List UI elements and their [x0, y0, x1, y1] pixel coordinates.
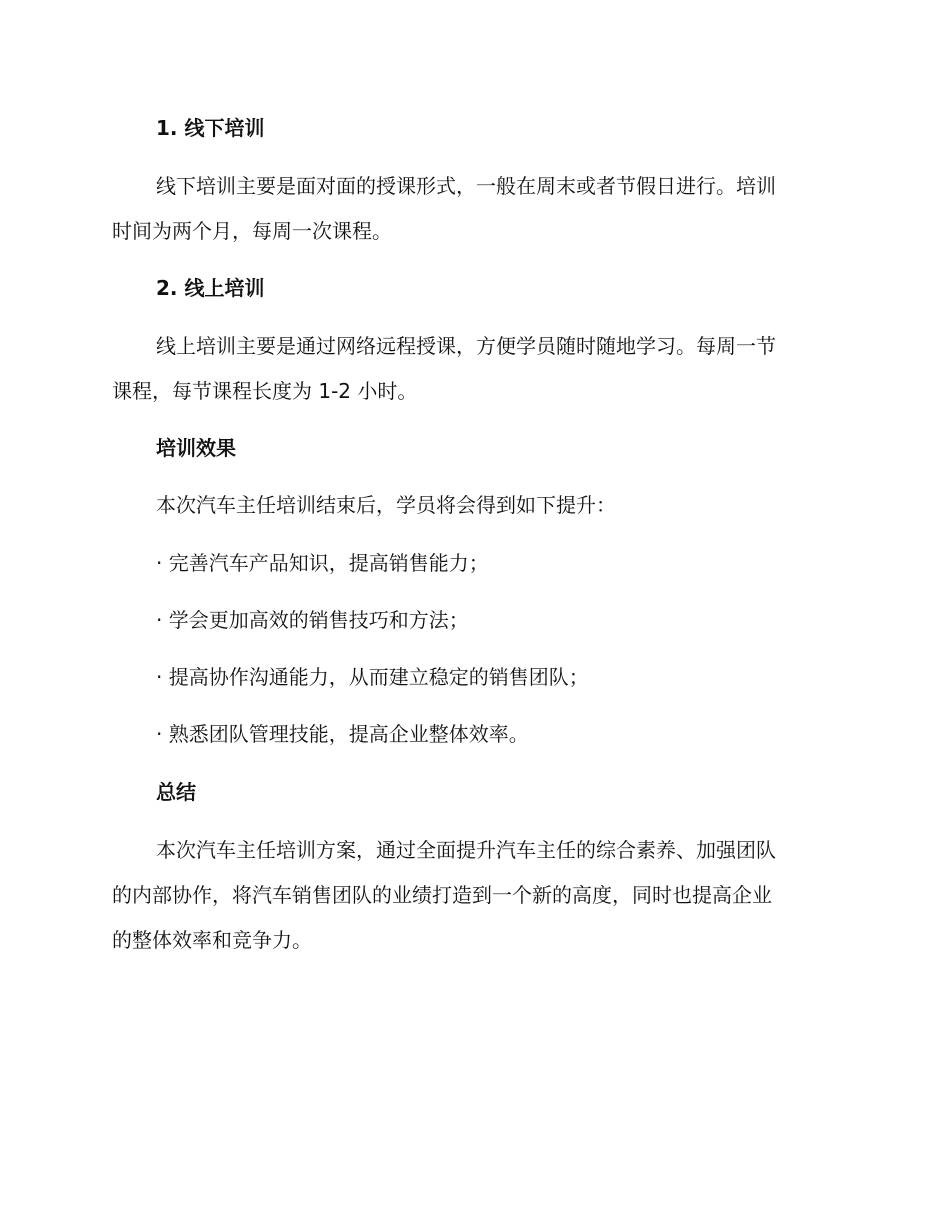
online-paragraph-line-1: 线上培训主要是通过网络远程授课，方便学员随时随地学习。每周一节	[156, 334, 776, 358]
section-heading-training-effect: 培训效果	[156, 436, 236, 460]
summary-paragraph-line-3: 的整体效率和竞争力。	[112, 928, 312, 952]
offline-paragraph-line-2: 时间为两个月，每周一次课程。	[112, 219, 392, 243]
effect-bullet-3: · 提高协作沟通能力，从而建立稳定的销售团队；	[156, 665, 589, 689]
effect-bullet-4: · 熟悉团队管理技能，提高企业整体效率。	[156, 722, 529, 746]
online-paragraph-line-2: 课程，每节课程长度为 1-2 小时。	[112, 379, 418, 403]
summary-paragraph-line-1: 本次汽车主任培训方案，通过全面提升汽车主任的综合素养、加强团队	[156, 838, 776, 862]
summary-paragraph-line-2: 的内部协作，将汽车销售团队的业绩打造到一个新的高度，同时也提高企业	[112, 883, 772, 907]
effect-intro: 本次汽车主任培训结束后，学员将会得到如下提升：	[156, 493, 616, 517]
offline-paragraph-line-1: 线下培训主要是面对面的授课形式，一般在周末或者节假日进行。培训	[156, 174, 776, 198]
section-heading-summary: 总结	[156, 780, 196, 804]
effect-bullet-1: · 完善汽车产品知识，提高销售能力；	[156, 551, 489, 575]
section-heading-offline-training: 1. 线下培训	[156, 116, 265, 140]
section-heading-online-training: 2. 线上培训	[156, 276, 265, 300]
effect-bullet-2: · 学会更加高效的销售技巧和方法；	[156, 608, 469, 632]
